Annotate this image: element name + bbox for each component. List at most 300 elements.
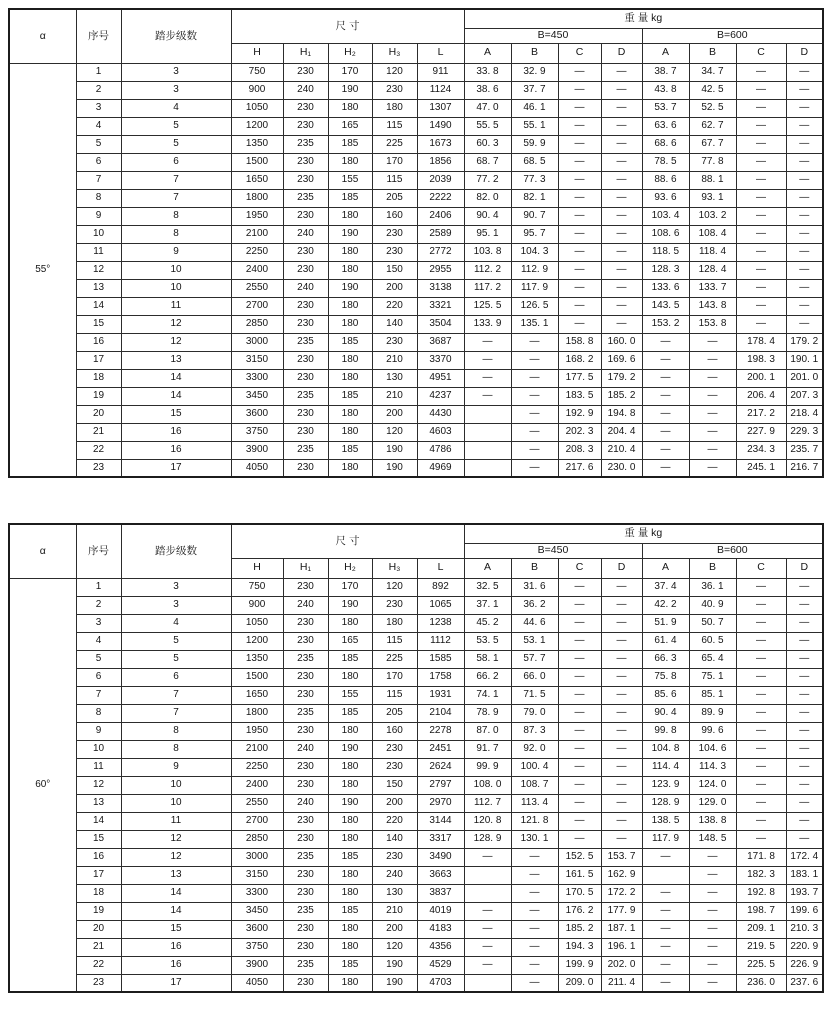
cell-b600-D: — [786,63,823,81]
cell-H1: 230 [283,315,328,333]
table-row [9,578,823,596]
cell-b600-B: 133. 7 [689,279,736,297]
cell-b600-D: — [786,740,823,758]
cell-b600-D: 190. 1 [786,351,823,369]
cell-b450-C: 170. 5 [558,884,601,902]
cell-b600-B: 153. 8 [689,315,736,333]
cell-H2: 190 [328,740,372,758]
cell-H: 2700 [231,297,283,315]
cell-b450-C: — [558,243,601,261]
col-header-b450-A: A [464,558,511,578]
cell-H1: 235 [283,902,328,920]
cell-b450-D: — [601,99,642,117]
cell-b450-B: 68. 5 [511,153,558,171]
cell-b450-D: 187. 1 [601,920,642,938]
cell-b450-C: 202. 3 [558,423,601,441]
cell-b600-D: — [786,243,823,261]
cell-b450-D: 169. 6 [601,351,642,369]
cell-b600-D: — [786,225,823,243]
cell-b600-D: 207. 3 [786,387,823,405]
cell-b600-D: — [786,99,823,117]
cell-b600-B: — [689,866,736,884]
col-header-H1: H₁ [283,558,328,578]
col-header-dimensions: 尺 寸 [231,9,464,43]
cell-L: 1238 [417,614,464,632]
cell-L: 2222 [417,189,464,207]
cell-b600-B: — [689,423,736,441]
cell-H1: 230 [283,207,328,225]
cell-b450-A: — [464,387,511,405]
cell-b600-B: 88. 1 [689,171,736,189]
cell-steps: 17 [121,459,231,477]
cell-H3: 180 [372,614,417,632]
cell-b450-D: — [601,207,642,225]
cell-H: 1350 [231,650,283,668]
cell-L: 2451 [417,740,464,758]
cell-b450-C: — [558,225,601,243]
cell-H3: 130 [372,369,417,387]
col-header-alpha: α [9,9,76,63]
cell-b600-A: — [642,884,689,902]
cell-H1: 230 [283,758,328,776]
cell-b600-D: — [786,81,823,99]
cell-H: 3600 [231,405,283,423]
cell-b450-B: — [511,956,558,974]
table-row [9,974,823,992]
cell-b450-D: — [601,632,642,650]
cell-b450-A: — [464,902,511,920]
cell-H2: 185 [328,135,372,153]
cell-b600-D: 216. 7 [786,459,823,477]
cell-H: 1050 [231,99,283,117]
col-header-L: L [417,558,464,578]
table-row [9,297,823,315]
cell-b450-D: — [601,189,642,207]
cell-b600-C: — [736,189,786,207]
cell-b600-C: 182. 3 [736,866,786,884]
cell-H1: 235 [283,189,328,207]
cell-b450-D: — [601,704,642,722]
cell-b450-A [464,459,511,477]
cell-b450-C: — [558,668,601,686]
cell-steps: 12 [121,848,231,866]
cell-b600-C: — [736,704,786,722]
cell-b450-B: 79. 0 [511,704,558,722]
cell-serial: 2 [76,81,121,99]
cell-L: 2970 [417,794,464,812]
table-row [9,405,823,423]
cell-H2: 180 [328,315,372,333]
cell-b450-D: — [601,135,642,153]
table-row [9,740,823,758]
cell-steps: 11 [121,812,231,830]
cell-H3: 230 [372,740,417,758]
cell-b450-C: — [558,297,601,315]
col-header-b450: B=450 [464,28,642,43]
cell-b450-C: — [558,596,601,614]
cell-H1: 230 [283,63,328,81]
cell-b600-B: 67. 7 [689,135,736,153]
cell-H: 2850 [231,830,283,848]
cell-b450-A: 117. 2 [464,279,511,297]
cell-b600-B: — [689,974,736,992]
cell-steps: 4 [121,99,231,117]
cell-b450-D: 194. 8 [601,405,642,423]
cell-H1: 240 [283,279,328,297]
cell-H: 1500 [231,668,283,686]
cell-steps: 3 [121,578,231,596]
cell-b450-A: 95. 1 [464,225,511,243]
cell-H1: 230 [283,974,328,992]
col-header-H1: H₁ [283,43,328,63]
cell-H3: 120 [372,938,417,956]
cell-L: 2589 [417,225,464,243]
cell-b600-C: — [736,225,786,243]
cell-steps: 7 [121,686,231,704]
cell-H: 1500 [231,153,283,171]
cell-b450-B: — [511,866,558,884]
cell-b450-D: 162. 9 [601,866,642,884]
cell-b600-D: — [786,830,823,848]
cell-b600-C: 178. 4 [736,333,786,351]
cell-b600-D: 210. 3 [786,920,823,938]
cell-b450-A [464,884,511,902]
cell-serial: 22 [76,956,121,974]
table-row [9,243,823,261]
cell-H1: 230 [283,405,328,423]
cell-b450-A: — [464,920,511,938]
cell-H: 2400 [231,776,283,794]
cell-steps: 7 [121,189,231,207]
col-header-steps: 踏步级数 [121,9,231,63]
cell-b600-D: 199. 6 [786,902,823,920]
cell-b600-D: — [786,596,823,614]
cell-b600-C: — [736,578,786,596]
table-row [9,63,823,81]
cell-b600-D: 201. 0 [786,369,823,387]
cell-H3: 115 [372,117,417,135]
cell-H3: 200 [372,920,417,938]
cell-b600-C: — [736,315,786,333]
cell-H2: 180 [328,351,372,369]
col-header-b450-D: D [601,43,642,63]
cell-H: 750 [231,63,283,81]
cell-H2: 185 [328,189,372,207]
cell-H3: 230 [372,333,417,351]
cell-L: 4430 [417,405,464,423]
cell-H3: 210 [372,351,417,369]
cell-steps: 12 [121,830,231,848]
cell-b600-D: — [786,279,823,297]
col-header-b450-B: B [511,43,558,63]
cell-b450-C: 177. 5 [558,369,601,387]
cell-steps: 6 [121,668,231,686]
cell-L: 1585 [417,650,464,668]
cell-b450-A: 99. 9 [464,758,511,776]
cell-b450-A: 87. 0 [464,722,511,740]
cell-H2: 180 [328,153,372,171]
cell-H1: 235 [283,441,328,459]
cell-b600-B: 42. 5 [689,81,736,99]
cell-H2: 180 [328,974,372,992]
cell-b450-D: 196. 1 [601,938,642,956]
cell-H3: 230 [372,848,417,866]
cell-H2: 180 [328,668,372,686]
cell-b450-A: 82. 0 [464,189,511,207]
cell-H2: 180 [328,207,372,225]
cell-b450-A: 128. 9 [464,830,511,848]
cell-H3: 230 [372,243,417,261]
cell-b450-C: 199. 9 [558,956,601,974]
cell-b600-D: — [786,632,823,650]
col-header-serial: 序号 [76,524,121,578]
cell-b600-D: — [786,153,823,171]
cell-b600-C: — [736,63,786,81]
cell-b600-C: — [736,614,786,632]
cell-b600-B: 40. 9 [689,596,736,614]
table-row [9,459,823,477]
cell-serial: 2 [76,596,121,614]
table-row [9,81,823,99]
cell-b600-A: 78. 5 [642,153,689,171]
table-row [9,135,823,153]
cell-b450-D: 210. 4 [601,441,642,459]
cell-b450-B: 87. 3 [511,722,558,740]
cell-steps: 12 [121,333,231,351]
cell-b600-C: — [736,171,786,189]
cell-H2: 180 [328,297,372,315]
table-row [9,614,823,632]
cell-b600-C: — [736,153,786,171]
cell-serial: 8 [76,189,121,207]
cell-b450-D: — [601,596,642,614]
cell-b600-B: 143. 8 [689,297,736,315]
col-header-weight: 重 量 kg [464,9,823,28]
cell-b600-A: — [642,920,689,938]
cell-b450-A: 60. 3 [464,135,511,153]
cell-b450-A: 108. 0 [464,776,511,794]
cell-b450-C: — [558,650,601,668]
col-header-b450-B: B [511,558,558,578]
col-header-serial: 序号 [76,9,121,63]
cell-L: 3687 [417,333,464,351]
col-header-b600-A: A [642,558,689,578]
cell-L: 4356 [417,938,464,956]
cell-b600-A: 153. 2 [642,315,689,333]
cell-H: 2550 [231,279,283,297]
table-row [9,153,823,171]
cell-serial: 5 [76,650,121,668]
cell-b600-D: 220. 9 [786,938,823,956]
cell-b450-A: 53. 5 [464,632,511,650]
cell-H3: 210 [372,902,417,920]
cell-serial: 16 [76,333,121,351]
cell-L: 2406 [417,207,464,225]
cell-steps: 5 [121,650,231,668]
cell-L: 3370 [417,351,464,369]
cell-H: 2250 [231,758,283,776]
cell-b450-A: — [464,956,511,974]
cell-steps: 10 [121,794,231,812]
cell-b450-A: 68. 7 [464,153,511,171]
cell-L: 2772 [417,243,464,261]
cell-b450-A: 112. 7 [464,794,511,812]
cell-L: 4603 [417,423,464,441]
cell-b600-A: — [642,387,689,405]
cell-steps: 16 [121,423,231,441]
cell-b600-A: 63. 6 [642,117,689,135]
cell-H3: 120 [372,63,417,81]
cell-b600-B: — [689,956,736,974]
cell-b450-C: — [558,171,601,189]
cell-b600-B: 36. 1 [689,578,736,596]
col-header-b600: B=600 [642,543,823,558]
table-row [9,189,823,207]
cell-b450-C: 161. 5 [558,866,601,884]
cell-H3: 140 [372,830,417,848]
cell-H: 3150 [231,351,283,369]
cell-H3: 200 [372,405,417,423]
cell-b600-A: — [642,441,689,459]
cell-b600-D: — [786,614,823,632]
cell-b450-B: 130. 1 [511,830,558,848]
cell-H: 900 [231,596,283,614]
cell-steps: 7 [121,704,231,722]
cell-H3: 160 [372,722,417,740]
cell-H3: 190 [372,441,417,459]
cell-serial: 14 [76,812,121,830]
cell-L: 1124 [417,81,464,99]
cell-H3: 190 [372,974,417,992]
cell-b450-D: 202. 0 [601,956,642,974]
cell-b600-A: — [642,902,689,920]
table-row [9,632,823,650]
cell-b600-B: 62. 7 [689,117,736,135]
cell-serial: 23 [76,974,121,992]
cell-serial: 13 [76,279,121,297]
cell-b450-C: — [558,189,601,207]
cell-b450-B: — [511,441,558,459]
cell-b600-A: 123. 9 [642,776,689,794]
cell-serial: 15 [76,830,121,848]
cell-L: 1490 [417,117,464,135]
cell-b450-D: — [601,722,642,740]
cell-b600-B: 99. 6 [689,722,736,740]
cell-b450-C: — [558,578,601,596]
cell-b600-C: 171. 8 [736,848,786,866]
cell-b450-B: 112. 9 [511,261,558,279]
cell-b600-C: 227. 9 [736,423,786,441]
cell-L: 911 [417,63,464,81]
cell-H1: 230 [283,776,328,794]
cell-b600-A: — [642,848,689,866]
cell-H1: 230 [283,614,328,632]
cell-H: 3750 [231,423,283,441]
cell-H: 3450 [231,902,283,920]
cell-L: 2278 [417,722,464,740]
cell-H1: 230 [283,117,328,135]
cell-b450-C: 209. 0 [558,974,601,992]
cell-serial: 9 [76,722,121,740]
cell-b600-C: 198. 7 [736,902,786,920]
cell-steps: 3 [121,81,231,99]
cell-H3: 230 [372,225,417,243]
cell-steps: 13 [121,351,231,369]
cell-H2: 180 [328,830,372,848]
cell-b600-A: 143. 5 [642,297,689,315]
table-row [9,704,823,722]
cell-serial: 12 [76,776,121,794]
cell-L: 1112 [417,632,464,650]
cell-H2: 185 [328,333,372,351]
cell-b600-A: 133. 6 [642,279,689,297]
cell-b600-B: 114. 3 [689,758,736,776]
cell-b600-D: — [786,650,823,668]
cell-b450-D: 211. 4 [601,974,642,992]
cell-H3: 225 [372,650,417,668]
cell-H1: 240 [283,81,328,99]
cell-steps: 6 [121,153,231,171]
cell-serial: 18 [76,884,121,902]
cell-b600-C: — [736,279,786,297]
cell-b450-D: — [601,776,642,794]
cell-b600-D: — [786,297,823,315]
cell-H3: 150 [372,776,417,794]
cell-b600-C: — [736,794,786,812]
cell-b450-D: — [601,668,642,686]
cell-steps: 14 [121,884,231,902]
cell-b450-C: 194. 3 [558,938,601,956]
cell-b450-A [464,405,511,423]
cell-b450-B: 57. 7 [511,650,558,668]
cell-b450-D: 204. 4 [601,423,642,441]
cell-b600-C: 192. 8 [736,884,786,902]
cell-H3: 115 [372,171,417,189]
cell-b450-B: 117. 9 [511,279,558,297]
cell-b600-C: — [736,722,786,740]
cell-b600-A: — [642,369,689,387]
table-row [9,117,823,135]
cell-b600-C: — [736,776,786,794]
table-row [9,225,823,243]
cell-b450-B: 82. 1 [511,189,558,207]
table-row [9,441,823,459]
cell-H: 4050 [231,459,283,477]
cell-H2: 180 [328,243,372,261]
col-header-b450-A: A [464,43,511,63]
cell-b600-B: 34. 7 [689,63,736,81]
col-header-alpha: α [9,524,76,578]
cell-serial: 12 [76,261,121,279]
cell-b450-D: — [601,297,642,315]
cell-b600-A: 128. 9 [642,794,689,812]
cell-b600-A: — [642,938,689,956]
cell-b600-C: — [736,99,786,117]
cell-b450-C: — [558,758,601,776]
cell-b600-B: 104. 6 [689,740,736,758]
cell-b600-A: — [642,459,689,477]
cell-H2: 180 [328,459,372,477]
cell-serial: 21 [76,423,121,441]
cell-L: 1758 [417,668,464,686]
cell-H: 2700 [231,812,283,830]
cell-b600-C: — [736,830,786,848]
cell-b450-A: — [464,351,511,369]
cell-b600-A: 104. 8 [642,740,689,758]
cell-b450-A: 133. 9 [464,315,511,333]
cell-L: 4786 [417,441,464,459]
cell-b600-A: 90. 4 [642,704,689,722]
